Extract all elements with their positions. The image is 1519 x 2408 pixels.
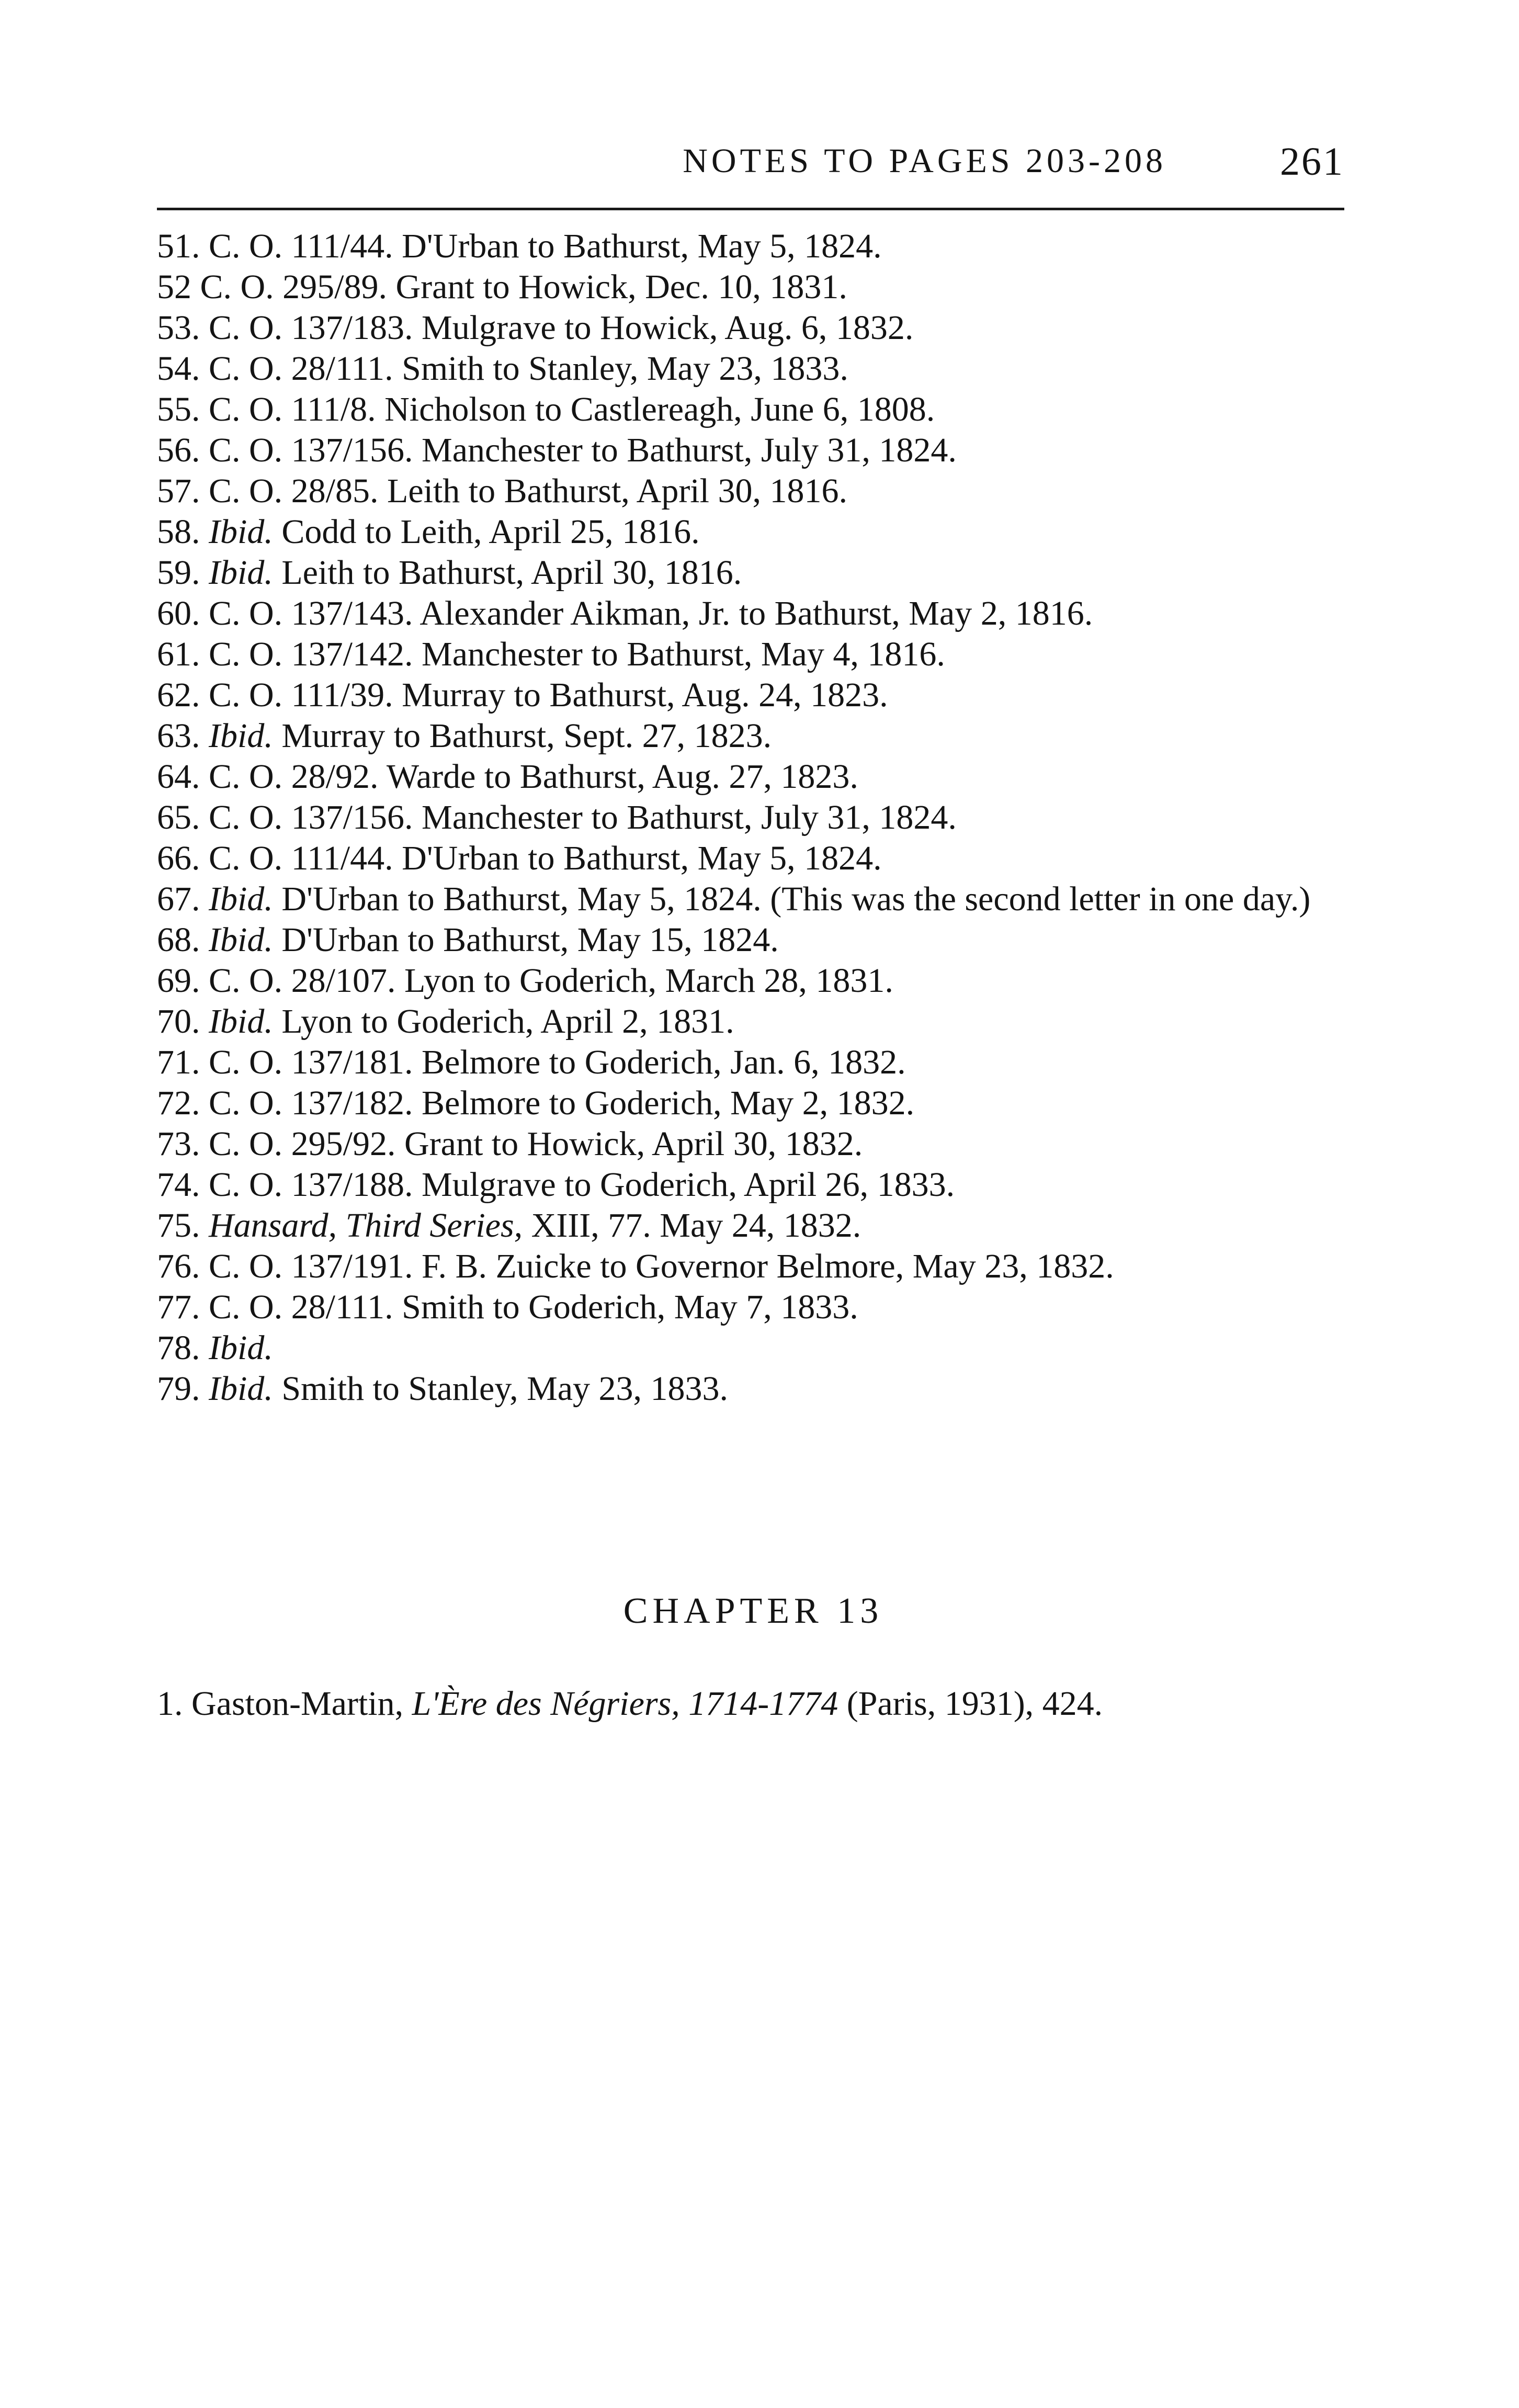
note-number: 61. [157, 635, 200, 673]
note-item [157, 756, 1350, 797]
note-item [157, 920, 1350, 960]
note-text: C. O. 137/188. Mulgrave to Goderich, April 26, 1833. [200, 1166, 955, 1204]
note-number: 56. [157, 431, 200, 469]
note-item [157, 1124, 1350, 1165]
page-number: 261 [1280, 140, 1344, 184]
note-item [157, 226, 1350, 267]
note-text-after: D'Urban to Bathurst, May 5, 1824. (This was the second letter in one day.) [273, 880, 1311, 918]
note-number: 52 [157, 268, 191, 306]
note-text [200, 1370, 209, 1408]
note-number: 72. [157, 1084, 200, 1122]
note-item [157, 838, 1350, 879]
note-number: 79. [157, 1370, 200, 1408]
note-number: 57. [157, 472, 200, 510]
note-number: 78. [157, 1329, 200, 1367]
note-number: 77. [157, 1288, 200, 1326]
note-italic-title: Ibid. [209, 1002, 273, 1041]
note-number: 1. [157, 1685, 183, 1723]
note-item [157, 1287, 1350, 1328]
note-number: 65. [157, 798, 200, 836]
note-text-after: (Paris, 1931), 424. [838, 1685, 1103, 1723]
note-text: C. O. 28/111. Smith to Goderich, May 7, 1833. [200, 1288, 858, 1326]
note-item [157, 552, 1350, 593]
note-text-after: XIII, 77. May 24, 1832. [523, 1206, 861, 1245]
note-text [200, 513, 209, 551]
note-number: 69. [157, 962, 200, 1000]
note-text: C. O. 28/85. Leith to Bathurst, April 30, 1816. [200, 472, 847, 510]
note-item [157, 267, 1350, 308]
note-text: C. O. 28/107. Lyon to Goderich, March 28, 1831. [200, 962, 893, 1000]
note-item [157, 389, 1350, 430]
note-text: C. O. 28/111. Smith to Stanley, May 23, 1833. [200, 349, 848, 388]
note-text: C. O. 137/156. Manchester to Bathurst, July 31, 1824. [200, 798, 957, 836]
note-number: 60. [157, 594, 200, 632]
note-italic-title: Ibid. [209, 1370, 273, 1408]
note-item [157, 675, 1350, 716]
note-number: 74. [157, 1166, 200, 1204]
header-rule [157, 208, 1344, 210]
note-item [157, 512, 1350, 552]
running-head [157, 141, 1344, 199]
note-item [157, 593, 1350, 634]
note-item [157, 797, 1350, 838]
note-item [157, 1205, 1350, 1246]
note-text [200, 880, 209, 918]
note-number: 67. [157, 880, 200, 918]
note-text: C. O. 137/183. Mulgrave to Howick, Aug. 6, 1832. [200, 309, 914, 347]
note-text: C. O. 111/8. Nicholson to Castlereagh, June 6, 1808. [200, 390, 935, 428]
note-text [200, 553, 209, 592]
note-text: C. O. 111/44. D'Urban to Bathurst, May 5, 1824. [200, 227, 882, 265]
note-text-after: Leith to Bathurst, April 30, 1816. [273, 553, 742, 592]
note-text: C. O. 137/143. Alexander Aikman, Jr. to Bathurst, May 2, 1816. [200, 594, 1093, 632]
note-text: C. O. 295/92. Grant to Howick, April 30, 1832. [200, 1125, 863, 1163]
note-number: 70. [157, 1002, 200, 1041]
note-item [157, 1369, 1350, 1409]
note-number: 68. [157, 921, 200, 959]
note-text: C. O. 28/92. Warde to Bathurst, Aug. 27, 1823. [200, 758, 858, 796]
note-item [157, 430, 1350, 471]
note-text [200, 1329, 209, 1367]
note-italic-title: L'Ère des Négriers, 1714-1774 [412, 1685, 838, 1723]
note-number: 51. [157, 227, 200, 265]
note-number: 71. [157, 1043, 200, 1081]
note-text-after: Codd to Leith, April 25, 1816. [273, 513, 700, 551]
notes-list [157, 226, 1350, 1409]
note-italic-title: Ibid. [209, 921, 273, 959]
note-item [157, 1165, 1350, 1205]
note-number: 73. [157, 1125, 200, 1163]
note-item [157, 308, 1350, 348]
note-text-after: D'Urban to Bathurst, May 15, 1824. [273, 921, 779, 959]
note-number: 75. [157, 1206, 200, 1245]
note-text [200, 717, 209, 755]
note-text: C. O. 295/89. Grant to Howick, Dec. 10, 1831. [191, 268, 847, 306]
note-italic-title: Ibid. [209, 1329, 273, 1367]
note-text: C. O. 111/39. Murray to Bathurst, Aug. 24, 1823. [200, 676, 888, 714]
note-text-after: Murray to Bathurst, Sept. 27, 1823. [273, 717, 772, 755]
note-number: 64. [157, 758, 200, 796]
note-italic-title: Hansard, Third Series, [209, 1206, 523, 1245]
note-item [157, 879, 1350, 920]
note-item [157, 716, 1350, 756]
note-item [157, 348, 1350, 389]
running-head-title: NOTES TO PAGES 203-208 [683, 142, 1166, 180]
note-text-after: Lyon to Goderich, April 2, 1831. [273, 1002, 734, 1041]
note-item [157, 634, 1350, 675]
note-item [157, 471, 1350, 512]
note-italic-title: Ibid. [209, 717, 273, 755]
note-number: 66. [157, 839, 200, 877]
note-text: C. O. 111/44. D'Urban to Bathurst, May 5, 1824. [200, 839, 882, 877]
note-number: 54. [157, 349, 200, 388]
chapter-note [157, 1683, 1350, 1724]
note-item [157, 1001, 1350, 1042]
note-text: C. O. 137/156. Manchester to Bathurst, July 31, 1824. [200, 431, 957, 469]
chapter-heading: CHAPTER 13 [623, 1591, 883, 1631]
note-item [157, 960, 1350, 1001]
note-text [200, 1206, 209, 1245]
note-text: C. O. 137/181. Belmore to Goderich, Jan. 6, 1832. [200, 1043, 906, 1081]
note-text: C. O. 137/191. F. B. Zuicke to Governor Belmore, May 23, 1832. [200, 1247, 1114, 1285]
note-item [157, 1246, 1350, 1287]
note-number: 76. [157, 1247, 200, 1285]
note-item [157, 1042, 1350, 1083]
note-text: C. O. 137/182. Belmore to Goderich, May 2, 1832. [200, 1084, 915, 1122]
note-number: 59. [157, 553, 200, 592]
note-italic-title: Ibid. [209, 553, 273, 592]
note-number: 58. [157, 513, 200, 551]
note-text-after: Smith to Stanley, May 23, 1833. [273, 1370, 729, 1408]
note-number: 63. [157, 717, 200, 755]
note-number: 53. [157, 309, 200, 347]
note-number: 62. [157, 676, 200, 714]
note-text [200, 1002, 209, 1041]
note-text [200, 921, 209, 959]
note-item [157, 1328, 1350, 1369]
note-number: 55. [157, 390, 200, 428]
note-item [157, 1083, 1350, 1124]
note-text: C. O. 137/142. Manchester to Bathurst, May 4, 1816. [200, 635, 945, 673]
note-italic-title: Ibid. [209, 513, 273, 551]
note-text: Gaston-Martin, [183, 1685, 412, 1723]
note-italic-title: Ibid. [209, 880, 273, 918]
